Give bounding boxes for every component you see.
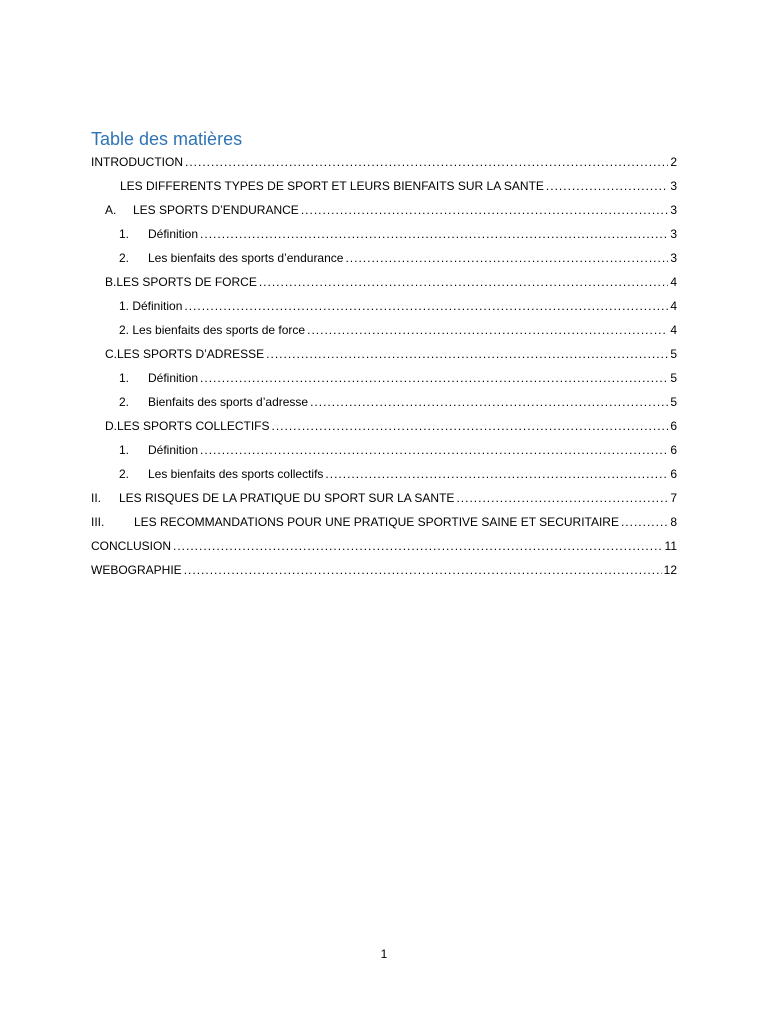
toc-entry-page: 4: [670, 275, 677, 289]
toc-entry-page: 6: [670, 443, 677, 457]
toc-entry-label: Définition: [148, 443, 199, 457]
toc-entry-webographie[interactable]: [91, 561, 677, 579]
toc-entry-page: 5: [670, 347, 677, 361]
toc-leader: [184, 561, 662, 579]
toc-entry-page: 11: [664, 539, 677, 553]
toc-entry-page: 12: [663, 563, 677, 577]
toc-entry-sports-adresse[interactable]: [105, 345, 677, 363]
toc-leader: [301, 201, 668, 219]
toc-entry-label: 1. Définition: [119, 299, 183, 313]
toc-entry-label: Définition: [148, 371, 199, 385]
toc-entry-number: III.: [91, 515, 105, 529]
toc-entry-label: B.LES SPORTS DE FORCE: [105, 275, 257, 289]
toc-entry-sports-collectifs[interactable]: [105, 417, 677, 435]
toc-entry-label: LES RECOMMANDATIONS POUR UNE PRATIQUE SPORTIVE SAINE ET SECURITAIRE: [134, 515, 619, 529]
toc-leader: [185, 153, 668, 171]
toc-entry-introduction[interactable]: [91, 153, 677, 171]
toc-entry-label: Les bienfaits des sports collectifs: [148, 467, 324, 481]
toc-entry-definition-collectifs[interactable]: [119, 441, 677, 459]
toc-entry-number: 2.: [119, 467, 130, 481]
toc-entry-label: 2. Les bienfaits des sports de force: [119, 323, 306, 337]
toc-entry-number: 1.: [119, 443, 130, 457]
toc-entry-bienfaits-collectifs[interactable]: [119, 465, 677, 483]
toc-entry-recommandations[interactable]: [91, 513, 677, 531]
toc-entry-number: 2.: [119, 395, 130, 409]
toc-leader: [621, 513, 668, 531]
toc-leader: [266, 345, 668, 363]
toc-entry-bienfaits-endurance[interactable]: [119, 249, 677, 267]
toc-leader: [456, 489, 668, 507]
toc-entry-page: 5: [670, 371, 677, 385]
toc-entry-page: 4: [670, 299, 677, 313]
toc-entry-page: 3: [670, 179, 677, 193]
toc-entry-label: Les bienfaits des sports d’endurance: [148, 251, 344, 265]
toc-entry-label: Bienfaits des sports d’adresse: [148, 395, 309, 409]
toc-leader: [546, 177, 668, 195]
toc-leader: [307, 321, 668, 339]
toc-entry-page: 3: [670, 227, 677, 241]
toc-entry-sports-endurance[interactable]: [105, 201, 677, 219]
toc-entry-page: 5: [670, 395, 677, 409]
toc-entry-bienfaits-adresse[interactable]: [119, 393, 677, 411]
toc-entry-label: INTRODUCTION: [91, 155, 183, 169]
toc-entry-number: A.: [105, 203, 117, 217]
toc-entry-label: Définition: [148, 227, 199, 241]
toc-entry-label: LES RISQUES DE LA PRATIQUE DU SPORT SUR LA SANTE: [119, 491, 455, 505]
toc-leader: [184, 297, 668, 315]
toc-entry-definition-adresse[interactable]: [119, 369, 677, 387]
toc-entry-page: 7: [670, 491, 677, 505]
toc-entry-label: D.LES SPORTS COLLECTIFS: [105, 419, 270, 433]
toc-leader: [200, 225, 668, 243]
toc-leader: [345, 249, 668, 267]
toc-entry-number: 1.: [119, 227, 130, 241]
toc-entry-label: WEBOGRAPHIE: [91, 563, 182, 577]
toc-leader: [310, 393, 668, 411]
toc-leader: [325, 465, 668, 483]
toc-entry-number: 2.: [119, 251, 130, 265]
toc-leader: [272, 417, 669, 435]
toc-leader: [200, 441, 668, 459]
toc-entry-number: 1.: [119, 371, 130, 385]
toc-entry-label: C.LES SPORTS D’ADRESSE: [105, 347, 265, 361]
toc-entry-definition-endurance[interactable]: [119, 225, 677, 243]
toc-entry-page: 4: [670, 323, 677, 337]
toc-leader: [259, 273, 668, 291]
toc-entry-page: 6: [670, 467, 677, 481]
toc-entry-label: LES SPORTS D’ENDURANCE: [133, 203, 299, 217]
toc-entry-sports-force[interactable]: [105, 273, 677, 291]
toc-entry-label: CONCLUSION: [91, 539, 172, 553]
toc-entry-conclusion[interactable]: [91, 537, 677, 555]
toc-leader: [173, 537, 663, 555]
toc-entry-page: 3: [670, 203, 677, 217]
toc-title: Table des matières: [91, 129, 243, 149]
toc-entry-number: II.: [91, 491, 102, 505]
toc-entry-page: 6: [670, 419, 677, 433]
toc-entry-page: 3: [670, 251, 677, 265]
toc-entry-label: LES DIFFERENTS TYPES DE SPORT ET LEURS BIENFAITS SUR LA SANTE: [120, 179, 544, 193]
toc-entry-page: 8: [670, 515, 677, 529]
toc-entry-risques[interactable]: [91, 489, 677, 507]
toc-entry-definition-force[interactable]: [119, 297, 677, 315]
toc-leader: [200, 369, 668, 387]
toc-entry-bienfaits-force[interactable]: [119, 321, 677, 339]
toc-entry-types-de-sport[interactable]: [120, 177, 677, 195]
page-number: 1: [380, 947, 388, 961]
toc-entry-page: 2: [670, 155, 677, 169]
